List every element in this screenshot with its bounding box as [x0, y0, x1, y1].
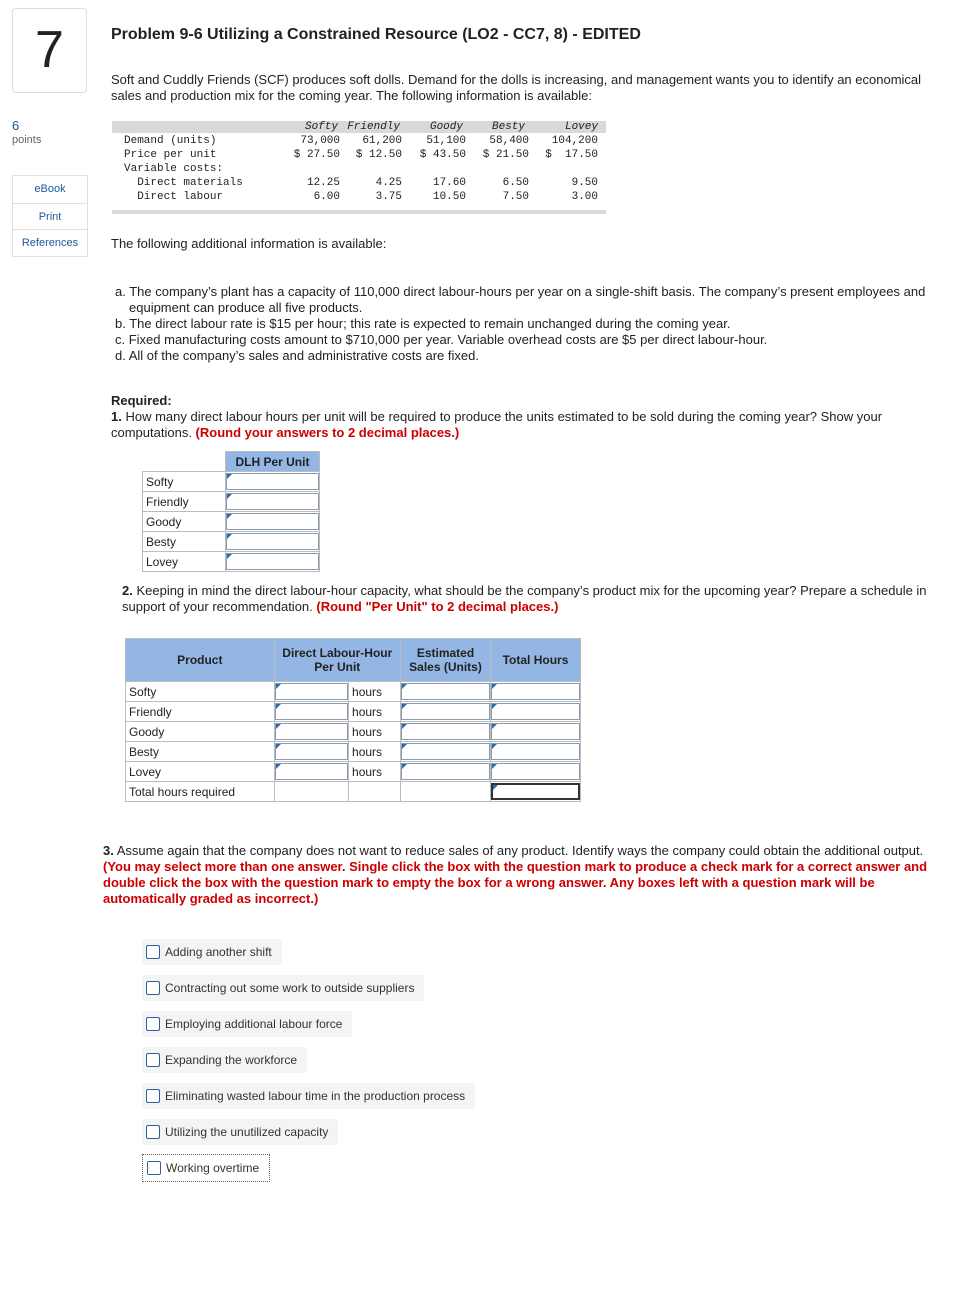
info-item-a: a. The company’s plant has a capacity of 110,000 direct labour-hours per year on a single-shift basis. The company’s present employees and equipment can produce all five products.	[115, 284, 926, 315]
row-label: Price per unit	[124, 149, 217, 161]
table-row	[126, 722, 581, 742]
row-label: Direct materials	[124, 177, 243, 189]
besty-total-input[interactable]	[491, 743, 580, 760]
answer-cell	[490, 702, 580, 722]
checkbox-icon[interactable]	[146, 945, 160, 959]
unit-label: hours	[349, 682, 401, 702]
col-friendly: Friendly	[347, 121, 400, 133]
q3-text: Assume again that the company does not want to reduce sales of any product. Identify ways the company could obtain the additional output.	[113, 843, 924, 858]
option-label: Working overtime	[166, 1161, 260, 1175]
row-label: Variable costs:	[124, 163, 224, 175]
blank-header	[143, 452, 226, 472]
option-adding-shift[interactable]	[142, 939, 282, 965]
dlh-friendly-input[interactable]	[226, 493, 319, 510]
cell: 61,200	[362, 135, 402, 147]
q3-note: (You may select more than one answer. Single click the box with the question mark to produce a check mark for a correct answer and double click the box with the question mark to empty the box for a wrong answer. Any boxes left with a question mark will be automatically graded as incorrect.)	[103, 859, 928, 906]
softy-dlh-input[interactable]	[275, 683, 348, 700]
question-1	[111, 409, 961, 441]
answer-cell	[401, 722, 491, 742]
additional-info-list	[115, 284, 935, 364]
goody-sales-input[interactable]	[401, 723, 490, 740]
cell: 17.60	[432, 177, 466, 189]
row-label: Goody	[126, 722, 275, 742]
cell: 7.50	[502, 191, 529, 203]
row-label: Besty	[143, 532, 226, 552]
goody-dlh-input[interactable]	[275, 723, 348, 740]
dlh-goody-input[interactable]	[226, 513, 319, 530]
row-label: Direct labour	[124, 191, 224, 203]
table-row	[112, 191, 606, 205]
references-link[interactable]: References	[13, 229, 87, 256]
cell: 3.75	[375, 191, 402, 203]
option-contracting-out[interactable]	[142, 975, 424, 1001]
q1-number: 1.	[111, 409, 122, 424]
empty-cell	[274, 782, 348, 802]
dlh-softy-input[interactable]	[226, 473, 319, 490]
row-label: Lovey	[126, 762, 275, 782]
required-section	[111, 393, 961, 441]
col-besty: Besty	[491, 121, 525, 133]
answer-cell	[225, 472, 319, 492]
table-row	[126, 762, 581, 782]
checkbox-icon[interactable]	[146, 1125, 160, 1139]
q1-text: How many direct labour hours per unit will be required to produce the units estimated to be sold during the coming year? Show your computations.	[111, 409, 883, 440]
cell: $ 17.50	[545, 149, 598, 161]
points-label: points	[12, 134, 42, 146]
table-row	[112, 177, 606, 191]
table-footer-bar	[112, 210, 606, 214]
problem-intro: Soft and Cuddly Friends (SCF) produces soft dolls. Demand for the dolls is increasing, and management wants you to identify an economical sales and production mix for the coming year. The following information is available:	[111, 72, 922, 103]
table-row	[126, 702, 581, 722]
table-row	[143, 492, 320, 512]
problem-title: Problem 9-6 Utilizing a Constrained Resource (LO2 - CC7, 8) - EDITED	[111, 26, 641, 43]
total-label: Total hours required	[126, 782, 275, 802]
answer-cell	[274, 722, 348, 742]
empty-cell	[401, 782, 491, 802]
info-item-d: d. All of the company’s sales and administrative costs are fixed.	[115, 348, 479, 363]
product-header: Product	[126, 639, 275, 682]
ebook-link[interactable]: eBook	[34, 183, 66, 195]
friendly-dlh-input[interactable]	[275, 703, 348, 720]
answer-cell	[490, 762, 580, 782]
lovey-total-input[interactable]	[491, 763, 580, 780]
table-row	[126, 682, 581, 702]
answer-cell	[225, 532, 319, 552]
product-mix-table	[125, 638, 581, 802]
resource-links	[12, 175, 88, 257]
answer-cell	[274, 742, 348, 762]
cell: 51,100	[426, 135, 466, 147]
checkbox-icon[interactable]	[146, 1017, 160, 1031]
cell: $ 12.50	[355, 149, 402, 161]
lovey-dlh-input[interactable]	[275, 763, 348, 780]
table-row	[112, 163, 606, 177]
info-item-c: c. Fixed manufacturing costs amount to $710,000 per year. Variable overhead costs are $5 per direct labour-hour.	[115, 332, 768, 347]
table-row	[126, 782, 581, 802]
checkbox-icon[interactable]	[146, 1089, 160, 1103]
dlh-lovey-input[interactable]	[226, 553, 319, 570]
table-row	[112, 135, 606, 149]
answer-cell	[225, 552, 319, 572]
cell: $ 21.50	[482, 149, 529, 161]
table-row	[112, 149, 606, 163]
option-working-overtime[interactable]	[142, 1154, 270, 1182]
table-row	[143, 532, 320, 552]
dlh-per-unit-header: Direct Labour-Hour Per Unit	[274, 639, 400, 682]
row-label: Demand (units)	[124, 135, 217, 147]
q1-note: (Round your answers to 2 decimal places.)	[195, 425, 460, 440]
cell: 4.25	[375, 177, 402, 189]
estimated-sales-header: Estimated Sales (Units)	[401, 639, 491, 682]
additional-info-label: The following additional information is available:	[111, 236, 387, 251]
row-label: Goody	[143, 512, 226, 532]
q2-text: Keeping in mind the direct labour-hour capacity, what should be the company’s product mix for the upcoming year? Prepare a schedule in support of your recommendation.	[122, 583, 927, 614]
product-info-table	[112, 121, 606, 215]
option-expanding-workforce[interactable]	[142, 1047, 307, 1073]
unit-label: hours	[349, 742, 401, 762]
dlh-per-unit-table	[142, 451, 320, 572]
question-number: 7	[12, 8, 87, 93]
besty-dlh-input[interactable]	[275, 743, 348, 760]
q2-number: 2.	[122, 583, 133, 598]
cell: 9.50	[571, 177, 598, 189]
table-row	[143, 552, 320, 572]
checkbox-icon[interactable]	[146, 1053, 160, 1067]
option-eliminating-waste[interactable]	[142, 1083, 475, 1109]
option-label: Utilizing the unutilized capacity	[165, 1125, 329, 1139]
cell: $ 27.50	[293, 149, 340, 161]
option-label: Contracting out some work to outside suppliers	[165, 981, 415, 995]
table-row	[143, 472, 320, 492]
cell: 10.50	[432, 191, 466, 203]
required-heading: Required:	[111, 393, 172, 408]
col-lovey: Lovey	[564, 121, 598, 133]
answer-cell	[274, 682, 348, 702]
cell: 3.00	[571, 191, 598, 203]
row-label: Softy	[143, 472, 226, 492]
answer-cell	[490, 782, 580, 802]
cell: 6.00	[313, 191, 340, 203]
col-softy: Softy	[304, 121, 338, 133]
goody-total-input[interactable]	[491, 723, 580, 740]
unit-label: hours	[349, 722, 401, 742]
row-label: Friendly	[126, 702, 275, 722]
answer-cell	[225, 492, 319, 512]
answer-cell	[401, 682, 491, 702]
answer-cell	[401, 762, 491, 782]
option-label: Employing additional labour force	[165, 1017, 343, 1031]
unit-label: hours	[349, 702, 401, 722]
cell: 6.50	[502, 177, 529, 189]
question-2	[122, 583, 942, 615]
answer-cell	[401, 702, 491, 722]
softy-total-input[interactable]	[491, 683, 580, 700]
cell: 12.25	[306, 177, 340, 189]
option-employing-labour[interactable]	[142, 1011, 352, 1037]
softy-sales-input[interactable]	[401, 683, 490, 700]
cell: 104,200	[551, 135, 598, 147]
checkbox-icon[interactable]	[146, 981, 160, 995]
info-item-b: b. The direct labour rate is $15 per hour; this rate is expected to remain unchanged during the coming year.	[115, 316, 731, 331]
empty-cell	[349, 782, 401, 802]
dlh-per-unit-header: DLH Per Unit	[225, 452, 319, 472]
print-link[interactable]: Print	[13, 203, 87, 230]
table-row	[126, 742, 581, 762]
dlh-besty-input[interactable]	[226, 533, 319, 550]
col-goody: Goody	[429, 121, 463, 133]
points-value: 6	[12, 118, 20, 133]
option-utilizing-capacity[interactable]	[142, 1119, 338, 1145]
total-hours-input[interactable]	[491, 783, 580, 800]
cell: 73,000	[300, 135, 340, 147]
row-label: Lovey	[143, 552, 226, 572]
question-3	[103, 843, 948, 907]
q2-note: (Round "Per Unit" to 2 decimal places.)	[316, 599, 559, 614]
besty-sales-input[interactable]	[401, 743, 490, 760]
row-label: Softy	[126, 682, 275, 702]
cell: $ 43.50	[419, 149, 466, 161]
option-label: Expanding the workforce	[165, 1053, 298, 1067]
answer-cell	[490, 682, 580, 702]
unit-label: hours	[349, 762, 401, 782]
lovey-sales-input[interactable]	[401, 763, 490, 780]
total-hours-header: Total Hours	[490, 639, 580, 682]
friendly-sales-input[interactable]	[401, 703, 490, 720]
table-header-row	[112, 121, 606, 135]
checkbox-icon[interactable]	[147, 1161, 161, 1175]
option-label: Adding another shift	[165, 945, 272, 959]
answer-cell	[401, 742, 491, 762]
answer-cell	[490, 742, 580, 762]
q3-number: 3.	[103, 843, 114, 858]
answer-cell	[490, 722, 580, 742]
answer-cell	[274, 702, 348, 722]
row-label: Friendly	[143, 492, 226, 512]
answer-cell	[225, 512, 319, 532]
friendly-total-input[interactable]	[491, 703, 580, 720]
option-label: Eliminating wasted labour time in the production process	[165, 1089, 466, 1103]
answer-cell	[274, 762, 348, 782]
table-row	[143, 512, 320, 532]
row-label: Besty	[126, 742, 275, 762]
cell: 58,400	[489, 135, 529, 147]
